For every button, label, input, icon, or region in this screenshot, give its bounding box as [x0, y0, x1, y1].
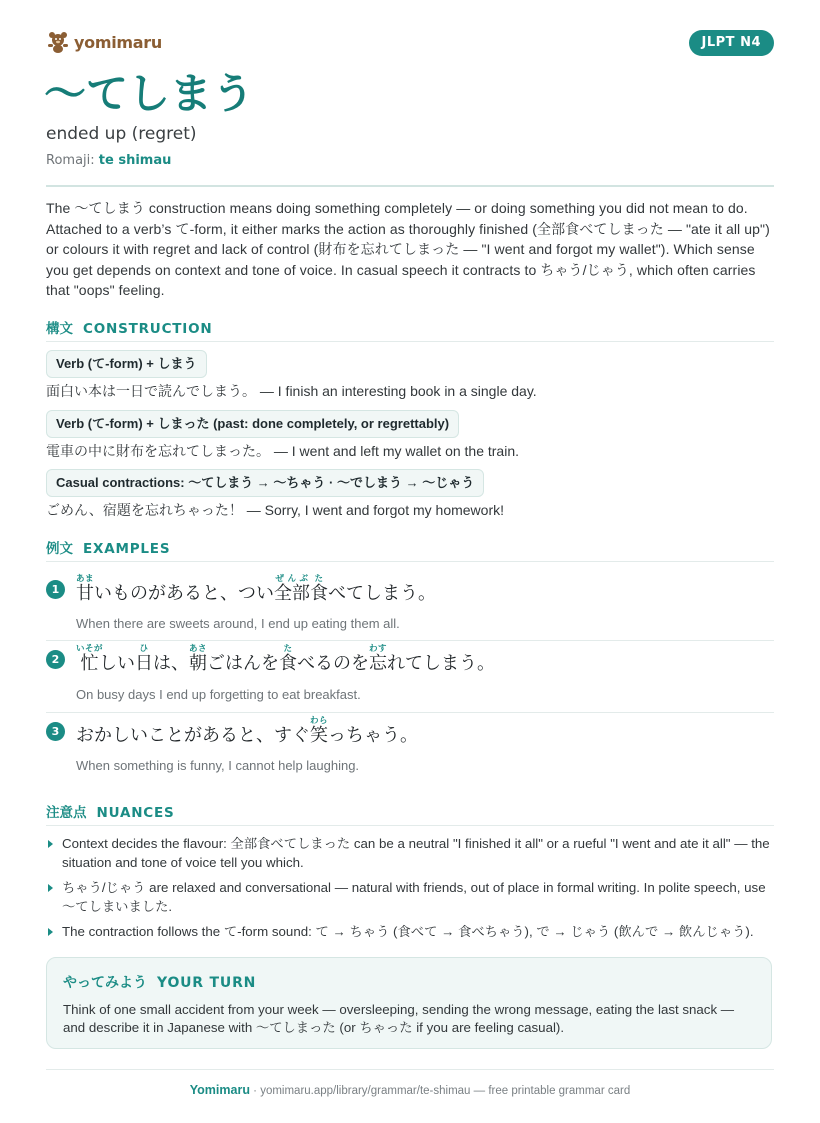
construction-heading: [46, 317, 213, 337]
your-turn-heading: [63, 972, 755, 992]
example-sentence: [76, 644, 495, 675]
nuance-text: Context decides the flavour: 全部食べてしまった can be a neutral "I finished it all" or a rueful "I went and ate it all" — the situation and tone of voice tell you which.: [62, 836, 770, 870]
nuance-text: ちゃう/じゃう are relaxed and conversational — natural with friends, out of place in formal writing. In polite speech, use 〜てしまいました.: [62, 880, 766, 914]
examples-heading: [46, 537, 170, 557]
nuance-item: [46, 878, 778, 916]
title-divider: [46, 185, 774, 187]
furigana-reading: わす: [369, 644, 388, 654]
section-divider: [46, 341, 774, 342]
construction-heading-jp: 構文: [46, 321, 73, 337]
nuance-text: The contraction follows the て-form sound: て → ちゃう (食べて → 食べちゃう), で → じゃう (飲んで → 飲んじゃう).: [62, 924, 754, 939]
furigana-reading: た: [279, 644, 297, 654]
sentence-segment: しい: [99, 653, 135, 674]
pattern-example: 面白い本は一日で読んでしまう。 — I finish an interesting book in a single day.: [46, 383, 537, 399]
sentence-segment: おかしいことがあると、すぐ: [76, 725, 310, 746]
example-sentence: [76, 716, 418, 747]
grammar-title: 〜てしまう: [44, 69, 255, 118]
examples-heading-en: EXAMPLES: [83, 541, 171, 557]
furigana-reading: あさ: [189, 644, 208, 654]
footer-divider: [46, 1069, 774, 1070]
your-turn-heading-jp: やってみよう: [63, 975, 147, 991]
brand-name: yomimaru: [74, 32, 162, 52]
example-number: 2: [46, 650, 65, 669]
furigana-reading: あま: [76, 574, 95, 584]
furigana-word: 笑わら: [310, 716, 329, 746]
sentence-segment: ごはんを: [207, 653, 279, 674]
furigana-word: 食た: [310, 574, 328, 604]
footer-brand-link[interactable]: Yomimaru: [189, 1083, 250, 1097]
furigana-reading: ひ: [135, 644, 153, 654]
sentence-segment: べるのを: [297, 653, 369, 674]
example-divider: [46, 640, 774, 641]
romaji-line: [46, 153, 171, 168]
section-divider: [46, 825, 774, 826]
furigana-word: 忙いそが: [76, 644, 104, 674]
sentence-segment: は、: [153, 653, 189, 674]
mascot-icon: [46, 30, 70, 54]
example-translation: On busy days I end up forgetting to eat breakfast.: [76, 687, 361, 702]
jlpt-level-badge: JLPT N4: [689, 30, 774, 56]
example-translation: When something is funny, I cannot help laughing.: [76, 758, 360, 773]
example-number: 3: [46, 722, 65, 741]
nuance-item: [46, 834, 778, 872]
example-divider: [46, 712, 774, 713]
furigana-word: 朝あさ: [189, 644, 208, 674]
furigana-word: 全部ぜんぶ: [274, 574, 310, 604]
nuances-heading-jp: 注意点: [46, 805, 87, 821]
bullet-triangle-icon: [48, 928, 53, 936]
furigana-reading: た: [310, 574, 328, 584]
bullet-triangle-icon: [48, 840, 53, 848]
sentence-segment: いものがあると、つい: [94, 583, 274, 604]
construction-heading-en: CONSTRUCTION: [83, 321, 213, 337]
sentence-segment: っちゃう。: [328, 725, 418, 746]
furigana-reading: ぜんぶ: [274, 574, 310, 584]
section-divider: [46, 561, 774, 562]
romaji-value: te shimau: [98, 153, 172, 168]
bullet-triangle-icon: [48, 884, 53, 892]
furigana-reading: いそが: [76, 644, 104, 654]
nuance-list: [46, 834, 778, 947]
example-translation: When there are sweets around, I end up eating them all.: [76, 616, 400, 631]
furigana-word: 忘わす: [369, 644, 388, 674]
sentence-segment: れてしまう。: [387, 653, 495, 674]
example-number: 1: [46, 580, 65, 599]
pattern-box: Verb (て-form) + しまう: [46, 350, 207, 378]
example-sentence: [76, 574, 436, 605]
your-turn-heading-en: YOUR TURN: [157, 975, 257, 991]
furigana-reading: わら: [310, 716, 329, 726]
nuances-heading-en: NUANCES: [96, 805, 175, 821]
pattern-example: ごめん、宿題を忘れちゃった！ — Sorry, I went and forgot my homework!: [46, 502, 505, 518]
examples-heading-jp: 例文: [46, 541, 73, 557]
intro-paragraph: The 〜てしまう construction means doing something completely — or doing something you did not mean to do. Attached to a verb’s て-form, it either marks the action as thoroughly finished (全部食べてしまった — "ate it all up") or colours it with regret and lack of control (財布を忘れてしまった — "I went and forgot my wallet"). Which sense you get depends on context and tone of voice. In casual speech it contracts to ちゃう/じゃう, which often carries that "oops" feeling.: [46, 200, 770, 298]
footer: [0, 1083, 820, 1097]
nuance-item: [46, 922, 778, 941]
pattern-example: 電車の中に財布を忘れてしまった。 — I went and left my wallet on the train.: [46, 443, 520, 459]
brand-logo-link[interactable]: [46, 30, 162, 54]
furigana-word: 甘あま: [76, 574, 95, 604]
footer-text: · yomimaru.app/library/grammar/te-shimau — free printable grammar card: [249, 1085, 631, 1097]
grammar-meaning: ended up (regret): [46, 124, 197, 144]
furigana-word: 食た: [279, 644, 297, 674]
furigana-word: 日ひ: [135, 644, 153, 674]
nuances-heading: [46, 801, 175, 821]
pattern-box: Verb (て-form) + しまった (past: done completely, or regrettably): [46, 410, 459, 438]
your-turn-text: Think of one small accident from your week — oversleeping, sending the wrong message, eating the last snack — and describe it in Japanese with 〜てしまった (or ちゃった if you are feeling casual).: [63, 1002, 735, 1035]
sentence-segment: べてしまう。: [328, 583, 436, 604]
your-turn-panel: [46, 957, 772, 1049]
romaji-label: Romaji:: [46, 153, 95, 168]
pattern-box: Casual contractions: 〜てしまう → 〜ちゃう · 〜でしまう → 〜じゃう: [46, 469, 484, 497]
